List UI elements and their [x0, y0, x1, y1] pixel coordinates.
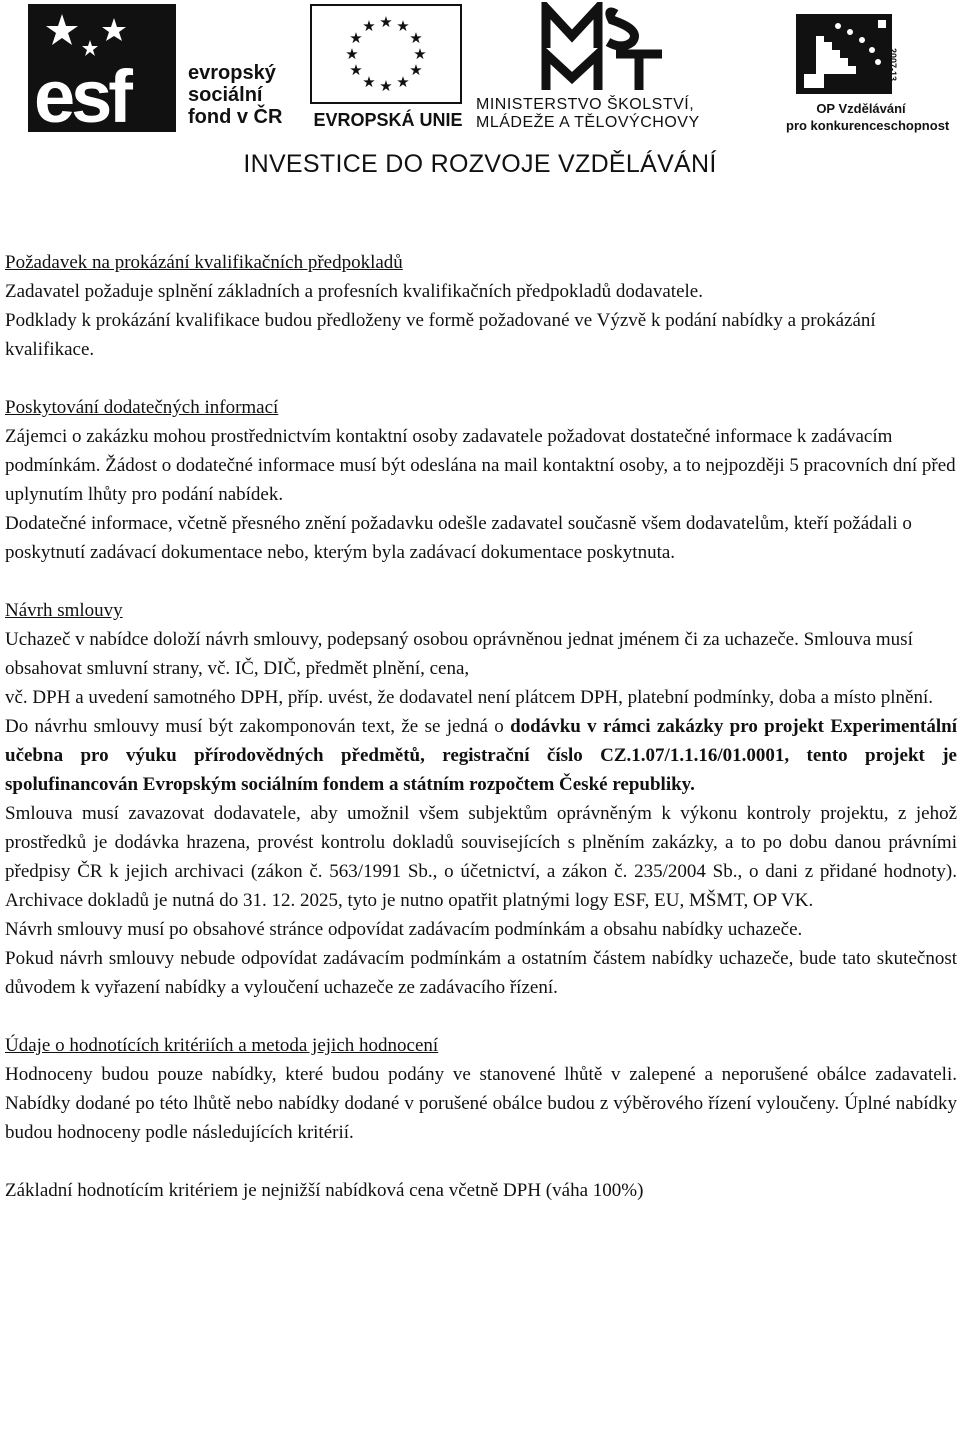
- qualification-paragraph-2: Podklady k prokázání kvalifikace budou předloženy ve formě požadované ve Výzvě k podání nabídky a prokázání kvalifikace.: [5, 310, 876, 360]
- contract-paragraph-3: [5, 712, 957, 799]
- contract-paragraph-6: Pokud návrh smlouvy nebude odpovídat zadávacím podmínkám a ostatním částem nabídky uchazeče, bude tato skutečnost důvodem k vyřazení nabídky a vyloučení uchazeče ze zadávacího řízení.: [5, 948, 957, 998]
- document-body: [5, 248, 957, 1205]
- svg-text:★: ★: [362, 73, 376, 91]
- contract-paragraph-1: Uchazeč v nabídce doloží návrh smlouvy, podepsaný osobou oprávněnou jednat jménem či za uchazeče. Smlouva musí obsahovat smluvní strany, vč. IČ, DIČ, předmět plnění, cena,: [5, 629, 913, 679]
- svg-text:★: ★: [362, 17, 376, 35]
- spacer: [5, 567, 957, 596]
- additional-info-paragraph-2: Dodatečné informace, včetně přesného znění požadavku odešle zadavatel současně všem dodavatelům, kteří požádali o poskytnutí zadávací dokumentace nebo, kterým byla zadávací dokumentace poskytnuta.: [5, 513, 912, 563]
- op-line2: pro konkurenceschopnost: [786, 118, 950, 133]
- svg-text:★: ★: [409, 29, 423, 47]
- section-heading-criteria: Údaje o hodnotících kritériích a metoda jejich hodnocení: [5, 1035, 439, 1056]
- esf-line1: evropský: [188, 62, 276, 84]
- eu-caption: EVROPSKÁ UNIE: [313, 110, 463, 130]
- svg-text:★: ★: [379, 13, 393, 31]
- op-vk-logo: [786, 2, 950, 136]
- op-vk-mark-icon: [792, 10, 896, 98]
- svg-text:★: ★: [349, 29, 363, 47]
- investice-banner: INVESTICE DO ROZVOJE VZDĚLÁVÁNÍ: [243, 150, 717, 178]
- esf-line2: sociální: [188, 84, 263, 106]
- svg-text:★: ★: [345, 45, 359, 63]
- additional-info-paragraph-1: Zájemci o zakázku mohou prostřednictvím kontaktní osoby zadavatele požadovat dostatečné informace k zadávacím podmínkám. Žádost o dodatečné informace musí být odeslána na mail kontaktní osoby, a to nejpozději 5 pracovních dní před uplynutím lhůty pro podání nabídek.: [5, 426, 956, 505]
- svg-text:★: ★: [349, 61, 363, 79]
- svg-text:★: ★: [413, 45, 427, 63]
- svg-text:★: ★: [396, 17, 410, 35]
- msmt-line1: MINISTERSTVO ŠKOLSTVÍ,: [476, 96, 695, 113]
- svg-text:★: ★: [409, 61, 423, 79]
- contract-paragraph-4: Smlouva musí zavazovat dodavatele, aby umožnil všem subjektům oprávněným k výkonu kontroly projektu, z jehož prostředků je dodávka hrazena, provést kontrolu dokladů souvisejících s plněním zakázky, a to po dobu danou právními předpisy ČR k jejich archivaci (zákon č. 563/1991 Sb., o účetnictví, a zákon č. 235/2004 Sb., o dani z přidané hodnoty). Archivace dokladů je nutná do 31. 12. 2025, tyto je nutno opatřit platnými logy ESF, EU, MŠMT, OP VK.: [5, 803, 957, 911]
- svg-text:★: ★: [379, 77, 393, 95]
- spacer: [5, 1147, 957, 1176]
- contract-paragraph-2: vč. DPH a uvedení samotného DPH, příp. uvést, že dodavatel není plátcem DPH, platební podmínky, doba a místo plnění.: [5, 687, 934, 708]
- contract-paragraph-5: Návrh smlouvy musí po obsahové stránce odpovídat zadávacím podmínkám a obsahu nabídky uchazeče.: [5, 919, 803, 940]
- esf-mark-icon: [28, 4, 188, 132]
- page-header: [0, 0, 960, 190]
- eu-logo: [308, 2, 468, 130]
- msmt-monogram-icon: [538, 2, 668, 94]
- criteria-paragraph-1: Hodnoceny budou pouze nabídky, které budou podány ve stanovené lhůtě v zalepené a neporušené obálce zadavateli. Nabídky dodané po této lhůtě nebo nabídky dodané v porušené obálce budou z výběrového řízení vyloučeny. Úplné nabídky budou hodnoceny podle následujících kritérií.: [5, 1064, 957, 1143]
- eu-flag: [310, 4, 462, 104]
- eu-stars-icon: [312, 6, 460, 102]
- section-heading-additional-info: Poskytování dodatečných informací: [5, 397, 279, 418]
- esf-logo: [28, 4, 298, 132]
- msmt-line2: MLÁDEŽE A TĚLOVÝCHOVY: [476, 114, 700, 131]
- criteria-paragraph-2: Základní hodnotícím kritériem je nejnižší nabídková cena včetně DPH (váha 100%): [5, 1180, 644, 1201]
- contract-paragraph-3-text: Do návrhu smlouvy musí být zakomponován text, že se jedná o: [5, 716, 511, 737]
- section-heading-qualification: Požadavek na prokázání kvalifikačních předpokladů: [5, 252, 403, 273]
- msmt-logo: [476, 2, 756, 132]
- svg-text:★: ★: [396, 73, 410, 91]
- op-year: 2007-13: [888, 48, 898, 82]
- svg-text:esf: esf: [34, 55, 129, 132]
- spacer: [5, 364, 957, 393]
- spacer: [5, 1002, 957, 1031]
- contract-paragraph-3-bold: dodávku v rámci zakázky pro projekt Experimentální učebna pro výuku přírodovědných předmětů, registrační číslo CZ.1.07/1.1.16/01.0001, tento projekt je spolufinancován Evropským sociálním fondem a státním rozpočtem České republiky.: [5, 716, 957, 795]
- esf-line3: fond v ČR: [188, 106, 283, 128]
- qualification-paragraph-1: Zadavatel požaduje splnění základních a profesních kvalifikačních předpokladů dodavatele.: [5, 281, 703, 302]
- section-heading-contract: Návrh smlouvy: [5, 600, 123, 621]
- op-line1: OP Vzdělávání: [816, 101, 906, 116]
